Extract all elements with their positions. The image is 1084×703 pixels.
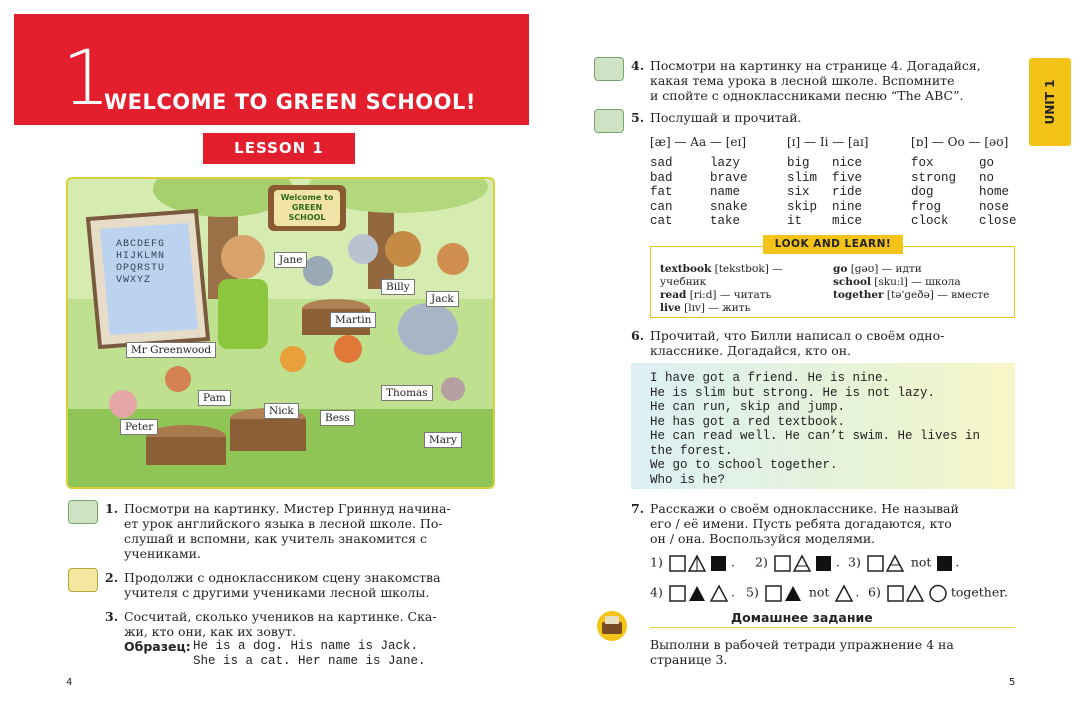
word: no xyxy=(979,170,995,185)
welcome-sign-text: Welcome to GREEN SCHOOL xyxy=(280,193,334,222)
word: mice xyxy=(832,214,863,228)
phonics-col-a-long xyxy=(710,156,748,229)
word: take xyxy=(710,214,741,228)
story-line: I have got a friend. He is nine. xyxy=(650,371,891,385)
phonics-col-o-long xyxy=(979,156,1017,229)
phonics-col-a-short xyxy=(650,156,673,229)
vocab-meaning: идти xyxy=(895,263,922,275)
task-line: Продолжи с одноклассником сцену знакомства xyxy=(124,570,441,585)
vocab-word: live xyxy=(660,302,681,314)
task-line: и спойте с одноклассниками песню “The ABC”. xyxy=(650,88,964,103)
word: clock xyxy=(911,214,949,228)
sample-line-2: She is a cat. Her name is Jane. xyxy=(193,654,426,668)
word: lazy xyxy=(710,156,741,170)
word: strong xyxy=(911,170,957,185)
model-not: not xyxy=(808,584,830,600)
task-4-number: 4. xyxy=(631,58,645,73)
task-line: слушай и вспомни, как учитель знакомится с xyxy=(124,531,428,546)
word: ride xyxy=(832,185,863,199)
model-1-shapes xyxy=(667,553,731,573)
vocab-transcription: [tekstbʊk] — xyxy=(714,263,783,275)
name-tag-mr-greenwood: Mr Greenwood xyxy=(126,342,216,358)
task-line: он / она. Воспользуйся моделями. xyxy=(650,531,876,546)
model-number: 3) xyxy=(848,554,861,570)
vocab-live xyxy=(660,302,750,314)
task-line: какая тема урока в лесной школе. Вспомните xyxy=(650,73,955,88)
word: nine xyxy=(832,199,863,214)
model-3 xyxy=(848,553,959,573)
word: go xyxy=(979,156,995,170)
word: dog xyxy=(911,185,934,199)
word: brave xyxy=(710,170,748,185)
page-number-right: 5 xyxy=(1009,677,1016,688)
unit-title: WELCOME TO GREEN SCHOOL! xyxy=(104,90,476,114)
listen-icon xyxy=(594,109,624,133)
task-7-text xyxy=(650,501,1015,546)
model-6 xyxy=(868,583,1008,603)
look-and-learn-label: LOOK AND LEARN! xyxy=(763,235,903,254)
story-line: We go to school together. xyxy=(650,458,838,472)
word: nice xyxy=(832,156,863,170)
task-line: учителя с другими учениками лесной школы. xyxy=(124,585,430,600)
word: bad xyxy=(650,170,673,185)
model-1 xyxy=(650,553,735,573)
vocab-word: together xyxy=(833,289,884,301)
task-1-number: 1. xyxy=(105,501,119,516)
model-number: 5) xyxy=(746,584,759,600)
task-4-text xyxy=(650,58,1015,103)
story-line: He can run, skip and jump. xyxy=(650,400,846,414)
word: cat xyxy=(650,214,673,228)
story-line: the forest. xyxy=(650,444,733,458)
vocab-transcription: [gəʊ] — xyxy=(850,263,893,275)
name-tag-bess: Bess xyxy=(320,410,355,426)
task-line: Посмотри на картинку на странице 4. Догадайся, xyxy=(650,58,981,73)
word: big xyxy=(787,156,810,170)
model-not: not xyxy=(910,554,932,570)
word: close xyxy=(979,214,1017,228)
task-2-number: 2. xyxy=(105,570,119,585)
model-dot: . xyxy=(835,554,840,570)
name-tag-billy: Billy xyxy=(381,279,415,295)
task-line: его / её имени. Пусть ребята догадаются, кто xyxy=(650,516,952,531)
homework-divider xyxy=(650,627,1015,628)
homework-title: Домашнее задание xyxy=(731,610,873,625)
word: frog xyxy=(911,199,942,214)
vocab-textbook xyxy=(660,263,783,275)
model-number: 2) xyxy=(755,554,768,570)
story-line: He is slim but strong. He is not lazy. xyxy=(650,386,936,400)
board-row: OPQRSTU xyxy=(116,263,166,274)
sample-label: Образец: xyxy=(124,639,191,654)
vocab-meaning: жить xyxy=(722,302,751,314)
word: six xyxy=(787,185,810,199)
task-line: учениками. xyxy=(124,546,201,561)
model-4-shapes xyxy=(667,583,731,603)
task-line: Прочитай, что Билли написал о своём одно- xyxy=(650,328,945,343)
task-6-text xyxy=(650,328,1015,358)
vocab-word: read xyxy=(660,289,687,301)
model-number: 1) xyxy=(650,554,663,570)
vocab-transcription: [ri:d] — xyxy=(689,289,731,301)
vocab-transcription: [tə'geðə] — xyxy=(886,289,948,301)
board-row: ABCDEFG xyxy=(116,239,166,250)
vocab-meaning: читать xyxy=(733,289,772,301)
phonics-col-i-short xyxy=(787,156,817,229)
task-line: Посмотри на картинку. Мистер Гриннуд начина- xyxy=(124,501,451,516)
name-tag-nick: Nick xyxy=(264,403,299,419)
model-number: 4) xyxy=(650,584,663,600)
homework-text xyxy=(650,637,1015,667)
model-2 xyxy=(755,553,840,573)
phonics-col-i-long xyxy=(832,156,862,229)
name-tag-mary: Mary xyxy=(424,432,462,448)
vocab-go xyxy=(833,263,922,275)
name-tag-jane: Jane xyxy=(274,252,307,268)
phonics-header-a: [æ] — Aa — [eɪ] xyxy=(650,135,747,149)
board-row: VWXYZ xyxy=(116,275,152,286)
model-dot: . xyxy=(955,554,960,570)
word: home xyxy=(979,185,1010,199)
task-line: жи, кто они, как их зовут. xyxy=(124,624,297,639)
vocab-together xyxy=(833,289,989,301)
model-5-triangle xyxy=(833,583,855,603)
task-3-text xyxy=(124,609,492,639)
task-line: Выполни в рабочей тетради упражнение 4 на xyxy=(650,637,954,652)
vocab-read xyxy=(660,289,771,301)
model-together: together. xyxy=(950,584,1008,600)
story-line: He has got a red textbook. xyxy=(650,415,846,429)
word: skip xyxy=(787,199,818,214)
vocab-meaning: школа xyxy=(925,276,961,288)
word: five xyxy=(832,170,863,185)
vocab-transcription: [lɪv] — xyxy=(684,302,719,314)
story-line: Who is he? xyxy=(650,473,726,487)
word: nose xyxy=(979,199,1010,214)
word: it xyxy=(787,214,803,228)
word: slim xyxy=(787,170,818,185)
phonics-header-i: [ɪ] — Ii — [aɪ] xyxy=(787,135,869,149)
unit-tab-label: UNIT 1 xyxy=(1043,79,1057,125)
unit-number: 1 xyxy=(62,33,111,122)
vocab-meaning: вместе xyxy=(951,289,990,301)
name-tag-peter: Peter xyxy=(120,419,158,435)
forest-school-illustration xyxy=(66,177,495,489)
name-tag-thomas: Thomas xyxy=(381,385,433,401)
model-2-shapes xyxy=(772,553,836,573)
word: sad xyxy=(650,156,673,170)
story-line: He can read well. He can’t swim. He lives in xyxy=(650,429,981,443)
model-3-shapes xyxy=(865,553,907,573)
model-5-shapes xyxy=(763,583,805,603)
task-line: Расскажи о своём однокласснике. Не называй xyxy=(650,501,959,516)
task-5-text: Послушай и прочитай. xyxy=(650,110,802,125)
model-dot: . xyxy=(730,584,735,600)
task-line: ет урок английского языка в лесной школе. По- xyxy=(124,516,443,531)
task-line: Сосчитай, сколько учеников на картинке. Ска- xyxy=(124,609,437,624)
vocab-word: textbook xyxy=(660,263,712,275)
word: fox xyxy=(911,156,934,170)
vocab-word: school xyxy=(833,276,871,288)
vocab-transcription: [sku:l] — xyxy=(874,276,922,288)
look-listen-icon xyxy=(594,57,624,81)
model-5 xyxy=(746,583,859,603)
word: name xyxy=(710,185,741,199)
task-3-number: 3. xyxy=(105,609,119,624)
vocab-word: go xyxy=(833,263,848,275)
pair-work-icon xyxy=(68,568,98,592)
board-row: HIJKLMN xyxy=(116,251,166,262)
look-listen-icon xyxy=(68,500,98,524)
task-line: странице 3. xyxy=(650,652,728,667)
word: can xyxy=(650,199,673,214)
word: snake xyxy=(710,199,748,214)
name-tag-pam: Pam xyxy=(198,390,231,406)
task-7-number: 7. xyxy=(631,501,645,516)
model-number: 6) xyxy=(868,584,881,600)
model-4 xyxy=(650,583,735,603)
page-number-left: 4 xyxy=(66,677,73,688)
phonics-header-o: [ɒ] — Oo — [əʊ] xyxy=(911,135,1009,149)
task-line: класснике. Догадайся, кто он. xyxy=(650,343,852,358)
model-dot: . xyxy=(730,554,735,570)
task-6-number: 6. xyxy=(631,328,645,343)
model-6-shapes xyxy=(885,583,951,603)
task-2-text xyxy=(124,570,492,600)
name-tag-martin: Martin xyxy=(330,312,376,328)
sample-line-1: He is a dog. His name is Jack. xyxy=(193,639,419,653)
unit-tab xyxy=(1029,58,1071,146)
name-tag-jack: Jack xyxy=(426,291,459,307)
model-3-black-square xyxy=(935,553,955,573)
vocab-school xyxy=(833,276,961,288)
vocab-textbook-meaning: учебник xyxy=(660,276,707,288)
word: fat xyxy=(650,185,673,199)
phonics-col-o-short xyxy=(911,156,956,229)
alphabet-board xyxy=(116,239,165,287)
task-5-number: 5. xyxy=(631,110,645,125)
lesson-label: LESSON 1 xyxy=(203,133,355,164)
homework-icon xyxy=(594,608,630,644)
model-dot: . xyxy=(855,584,860,600)
task-1-text xyxy=(124,501,492,561)
